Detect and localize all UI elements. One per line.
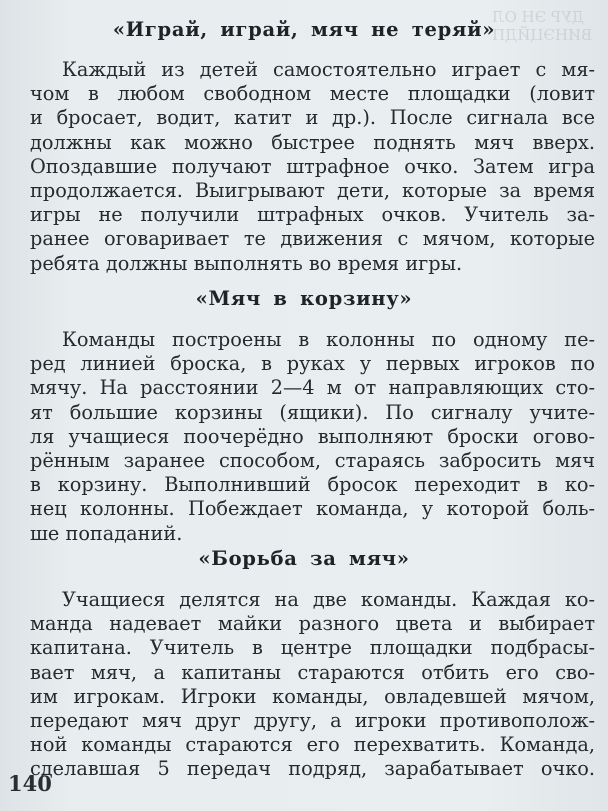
- text-line: ят большие корзины (ящики). По сигналу учите-: [30, 400, 595, 424]
- page-number: 140: [8, 771, 52, 796]
- section-body-3: [30, 588, 595, 782]
- text-line: нец колонны. Побеждает команда, у которой боль-: [30, 497, 595, 521]
- text-line: ше попаданий.: [30, 521, 183, 545]
- text-line: чом в любом свободном месте площадки (ловит: [30, 82, 595, 106]
- section-title-2: «Мяч в корзину»: [195, 287, 413, 310]
- text-line: Каждый из детей самостоятельно играет с мя-: [62, 58, 595, 81]
- text-line: игры не получили штрафных очков. Учитель за-: [30, 203, 595, 227]
- text-line: должны как можно быстрее поднять мяч вверх.: [30, 130, 595, 154]
- text-line: рённым заранее способом, стараясь забросить мяч: [30, 448, 595, 472]
- text-line: им игрокам. Игроки команды, овладевшей мячом,: [30, 684, 595, 708]
- text-line: капитана. Учитель в центре площадки подбрасы-: [30, 636, 595, 660]
- text-line: вает мяч, а капитаны стараются отбить его сво-: [30, 660, 595, 684]
- text-line: Команды построены в колонны по одному пе-: [62, 328, 595, 351]
- section-body-2: [30, 328, 595, 546]
- text-line: ранее оговаривает те движения с мячом, которые: [30, 227, 595, 251]
- section-title-1: «Играй, играй, мяч не теряй»: [112, 18, 496, 41]
- text-line: ред линией броска, в руках у первых игроков по: [30, 352, 595, 376]
- bleed-through-text: ДУР ЭН ОЛ ВИНЭЦЙДП: [492, 8, 593, 44]
- text-line: в корзину. Выполнивший бросок переходит в ко-: [30, 473, 595, 497]
- text-line: сделавшая 5 передач подряд, зарабатывает очко.: [30, 757, 595, 781]
- text-line: манда надевает майки разного цвета и выбирает: [30, 612, 595, 636]
- text-line: Опоздавшие получают штрафное очко. Затем игра: [30, 154, 595, 178]
- text-line: Учащиеся делятся на две команды. Каждая ко-: [62, 588, 595, 611]
- text-line: ля учащиеся поочерёдно выполняют броски огово-: [30, 424, 595, 448]
- text-line: мячу. На расстоянии 2—4 м от направляющих сто-: [30, 376, 595, 400]
- text-line: ребята должны выполнять во время игры.: [30, 251, 463, 275]
- text-line: передают мяч друг другу, а игроки противополож-: [30, 708, 595, 732]
- section-body-1: [30, 58, 595, 276]
- text-line: продолжается. Выигрывают дети, которые за время: [30, 178, 595, 202]
- text-line: ной команды стараются его перехватить. Команда,: [30, 733, 595, 757]
- text-line: и бросает, водит, катит и др.). После сигнала все: [30, 106, 595, 130]
- section-title-3: «Борьба за мяч»: [198, 547, 410, 570]
